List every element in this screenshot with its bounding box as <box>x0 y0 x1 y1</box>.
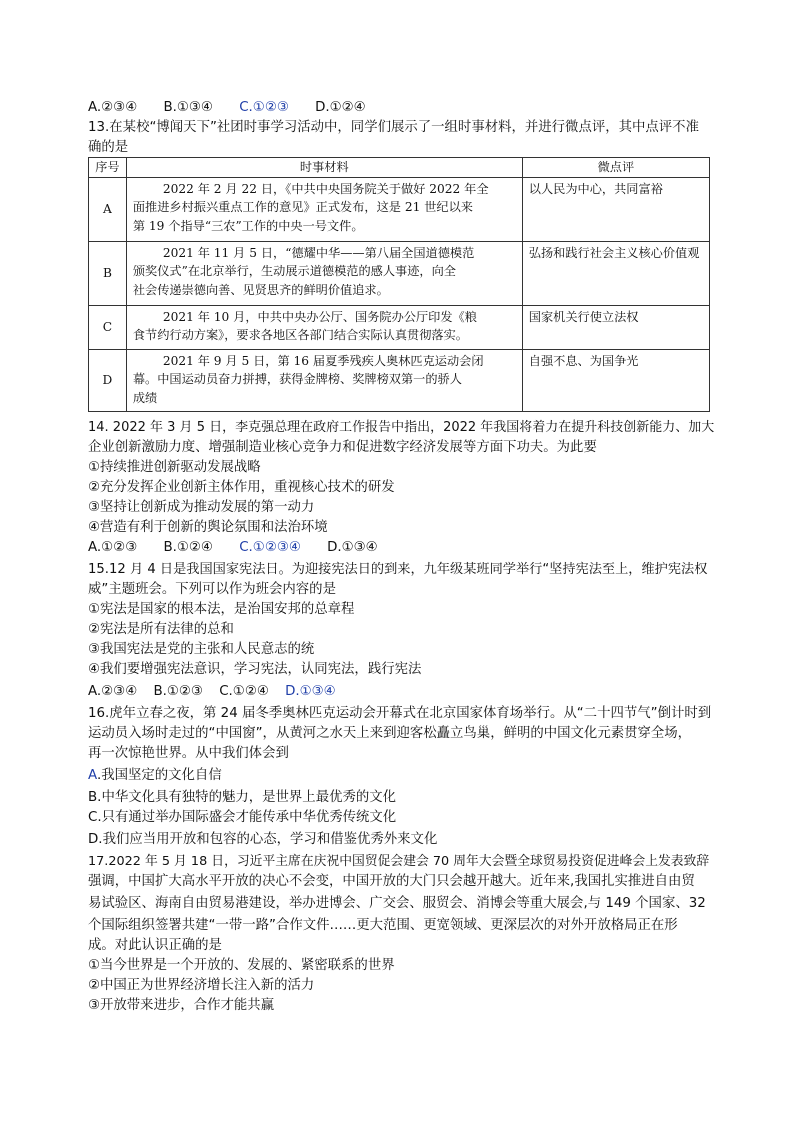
material-line: 社会传递崇德向善、见贤思齐的鲜明价值追求。 <box>132 282 389 297</box>
q17-item-2: ②中国正为世界经济增长注入新的活力 <box>88 978 315 993</box>
material-line: 第 19 个指导“三农”工作的中央一号文件。 <box>132 218 364 233</box>
q15-options <box>88 682 358 702</box>
q12-option-b: B.①③④ <box>163 100 213 115</box>
q17-stem-line3: 易试验区、海南自由贸易港建设，举办进博会、广交会、服贸会、消博会等重大展会,与 149 个国家、32 <box>88 896 706 911</box>
q15-option-d: D.①③④ <box>285 684 336 699</box>
material-line: 面推进乡村振兴重点工作的意见》正式发布，这是 21 世纪以来 <box>132 200 473 214</box>
q16-stem-line2: 运动员入场时走过的“中国窗”，从黄河之水天上来到迎客松矗立鸟巢，鲜明的中国文化元素贯穿全场， <box>88 726 692 741</box>
table-row <box>89 241 710 305</box>
q12-options <box>88 98 388 118</box>
q17-stem-line1: 17.2022 年 5 月 18 日，习近平主席在庆祝中国贸促会建会 70 周年大会暨全球贸易投资促进峰会上发表致辞 <box>88 854 710 869</box>
table-row <box>89 349 710 411</box>
q14-option-c: C.①②③④ <box>239 540 301 555</box>
material-line: 成绩 <box>132 390 158 405</box>
q14-stem-line2: 企业创新激励力度、增强制造业核心竞争力和促进数字经济发展等方面下功夫。为此要 <box>88 440 597 455</box>
row-material <box>126 177 522 241</box>
q16-stem-line1: 16.虎年立春之夜，第 24 届冬季奥林匹克运动会开幕式在北京国家体育场举行。从“二十四节气”倒计时到 <box>88 706 712 721</box>
q17-item-1: ①当今世界是一个开放的、发展的、紧密联系的世界 <box>88 958 395 973</box>
q15-stem-line2: 威”主题班会。下列可以作为班会内容的是 <box>88 582 336 597</box>
header-index: 序号 <box>89 158 127 178</box>
q15-option-b: B.①②③ <box>153 684 203 699</box>
row-id: B <box>89 241 127 305</box>
material-line: 2021 年 11 月 5 日，“德耀中华——第八届全国道德模范 <box>162 245 475 260</box>
q15-item-3: ③我国宪法是党的主张和人民意志的统 <box>88 642 315 657</box>
q12-option-c: C.①②③ <box>239 100 289 115</box>
q14-item-2: ②充分发挥企业创新主体作用，重视核心技术的研发 <box>88 480 395 495</box>
row-id: C <box>89 305 127 349</box>
q14-option-a: A.①②③ <box>88 540 138 555</box>
header-comment: 微点评 <box>522 158 709 178</box>
q13-stem-line2: 确的是 <box>88 140 129 155</box>
row-id: A <box>89 177 127 241</box>
header-material: 时事材料 <box>126 158 522 178</box>
material-line: 2022 年 2 月 22 日，《中共中央国务院关于做好 2022 年全 <box>162 181 489 196</box>
q14-item-3: ③坚持让创新成为推动发展的第一动力 <box>88 500 315 515</box>
row-material <box>126 241 522 305</box>
q15-stem-line1: 15.12 月 4 日是我国国家宪法日。为迎接宪法日的到来，九年级某班同学举行“坚持宪法至上，维护宪法权 <box>88 562 708 577</box>
material-line: 颁奖仪式”在北京举行，生动展示道德模范的感人事迹，向全 <box>132 264 456 278</box>
q13-table-header <box>89 158 710 178</box>
row-comment: 自强不息、为国争光 <box>522 349 709 411</box>
q14-stem-line1: 14. 2022 年 3 月 5 日，李克强总理在政府工作报告中指出，2022 年我国将着力在提升科技创新能力、加大 <box>88 420 715 435</box>
q16-option-a: A.我国坚定的文化自信 <box>88 768 222 783</box>
table-row <box>89 177 710 241</box>
q17-stem-line4: 个国际组织签署共建“一带一路”合作文件……更大范围、更宽领域、更深层次的对外开放格局正在形 <box>88 918 678 933</box>
q15-item-4: ④我们要增强宪法意识，学习宪法，认同宪法，践行宪法 <box>88 662 422 677</box>
q16-option-a-text: .我国坚定的文化自信 <box>96 768 222 783</box>
q13-table <box>88 157 710 412</box>
q13-stem-line1: 13.在某校“博闻天下”社团时事学习活动中，同学们展示了一组时事材料，并进行微点评，其中点评不准 <box>88 120 699 135</box>
q16-stem-line3: 再一次惊艳世界。从中我们体会到 <box>88 746 289 761</box>
q15-option-c: C.①②④ <box>219 684 269 699</box>
q14-option-b: B.①②④ <box>163 540 213 555</box>
row-comment: 以人民为中心，共同富裕 <box>522 177 709 241</box>
row-material <box>126 349 522 411</box>
row-comment: 弘扬和践行社会主义核心价值观 <box>522 241 709 305</box>
q16-option-d: D.我们应当用开放和包容的心态，学习和借鉴优秀外来文化 <box>88 832 438 847</box>
q16-option-b: B.中华文化具有独特的魅力，是世界上最优秀的文化 <box>88 790 397 805</box>
q14-option-d: D.①③④ <box>327 540 378 555</box>
table-row <box>89 305 710 349</box>
q16-option-c: C.只有通过举办国际盛会才能传承中华优秀传统文化 <box>88 810 397 825</box>
q12-option-a: A.②③④ <box>88 100 138 115</box>
material-line: 幕。中国运动员奋力拼搏，获得金牌榜、奖牌榜双第一的骄人 <box>132 372 462 386</box>
q14-item-4: ④营造有利于创新的舆论氛围和法治环境 <box>88 520 328 535</box>
q17-stem-line2: 强调，中国扩大高水平开放的决心不会变，中国开放的大门只会越开越大。近年来,我国扎实推进自由贸 <box>88 874 695 889</box>
material-line: 2021 年 9 月 5 日，第 16 届夏季残疾人奥林匹克运动会闭 <box>162 353 484 368</box>
row-material <box>126 305 522 349</box>
q17-item-3: ③开放带来进步，合作才能共赢 <box>88 998 275 1013</box>
material-line: 2021 年 10 月，中共中央办公厅、国务院办公厅印发《粮 <box>162 309 477 324</box>
q17-stem-line5: 成。对此认识正确的是 <box>88 938 222 953</box>
q14-options <box>88 538 400 558</box>
q15-item-1: ①宪法是国家的根本法，是治国安邦的总章程 <box>88 602 355 617</box>
q14-item-1: ①持续推进创新驱动发展战略 <box>88 460 261 475</box>
material-line: 食节约行动方案》，要求各地区各部门结合实际认真贯彻落实。 <box>132 328 468 342</box>
row-comment: 国家机关行使立法权 <box>522 305 709 349</box>
row-id: D <box>89 349 127 411</box>
q15-option-a: A.②③④ <box>88 684 138 699</box>
q12-option-d: D.①②④ <box>315 100 366 115</box>
q15-item-2: ②宪法是所有法律的总和 <box>88 622 234 637</box>
